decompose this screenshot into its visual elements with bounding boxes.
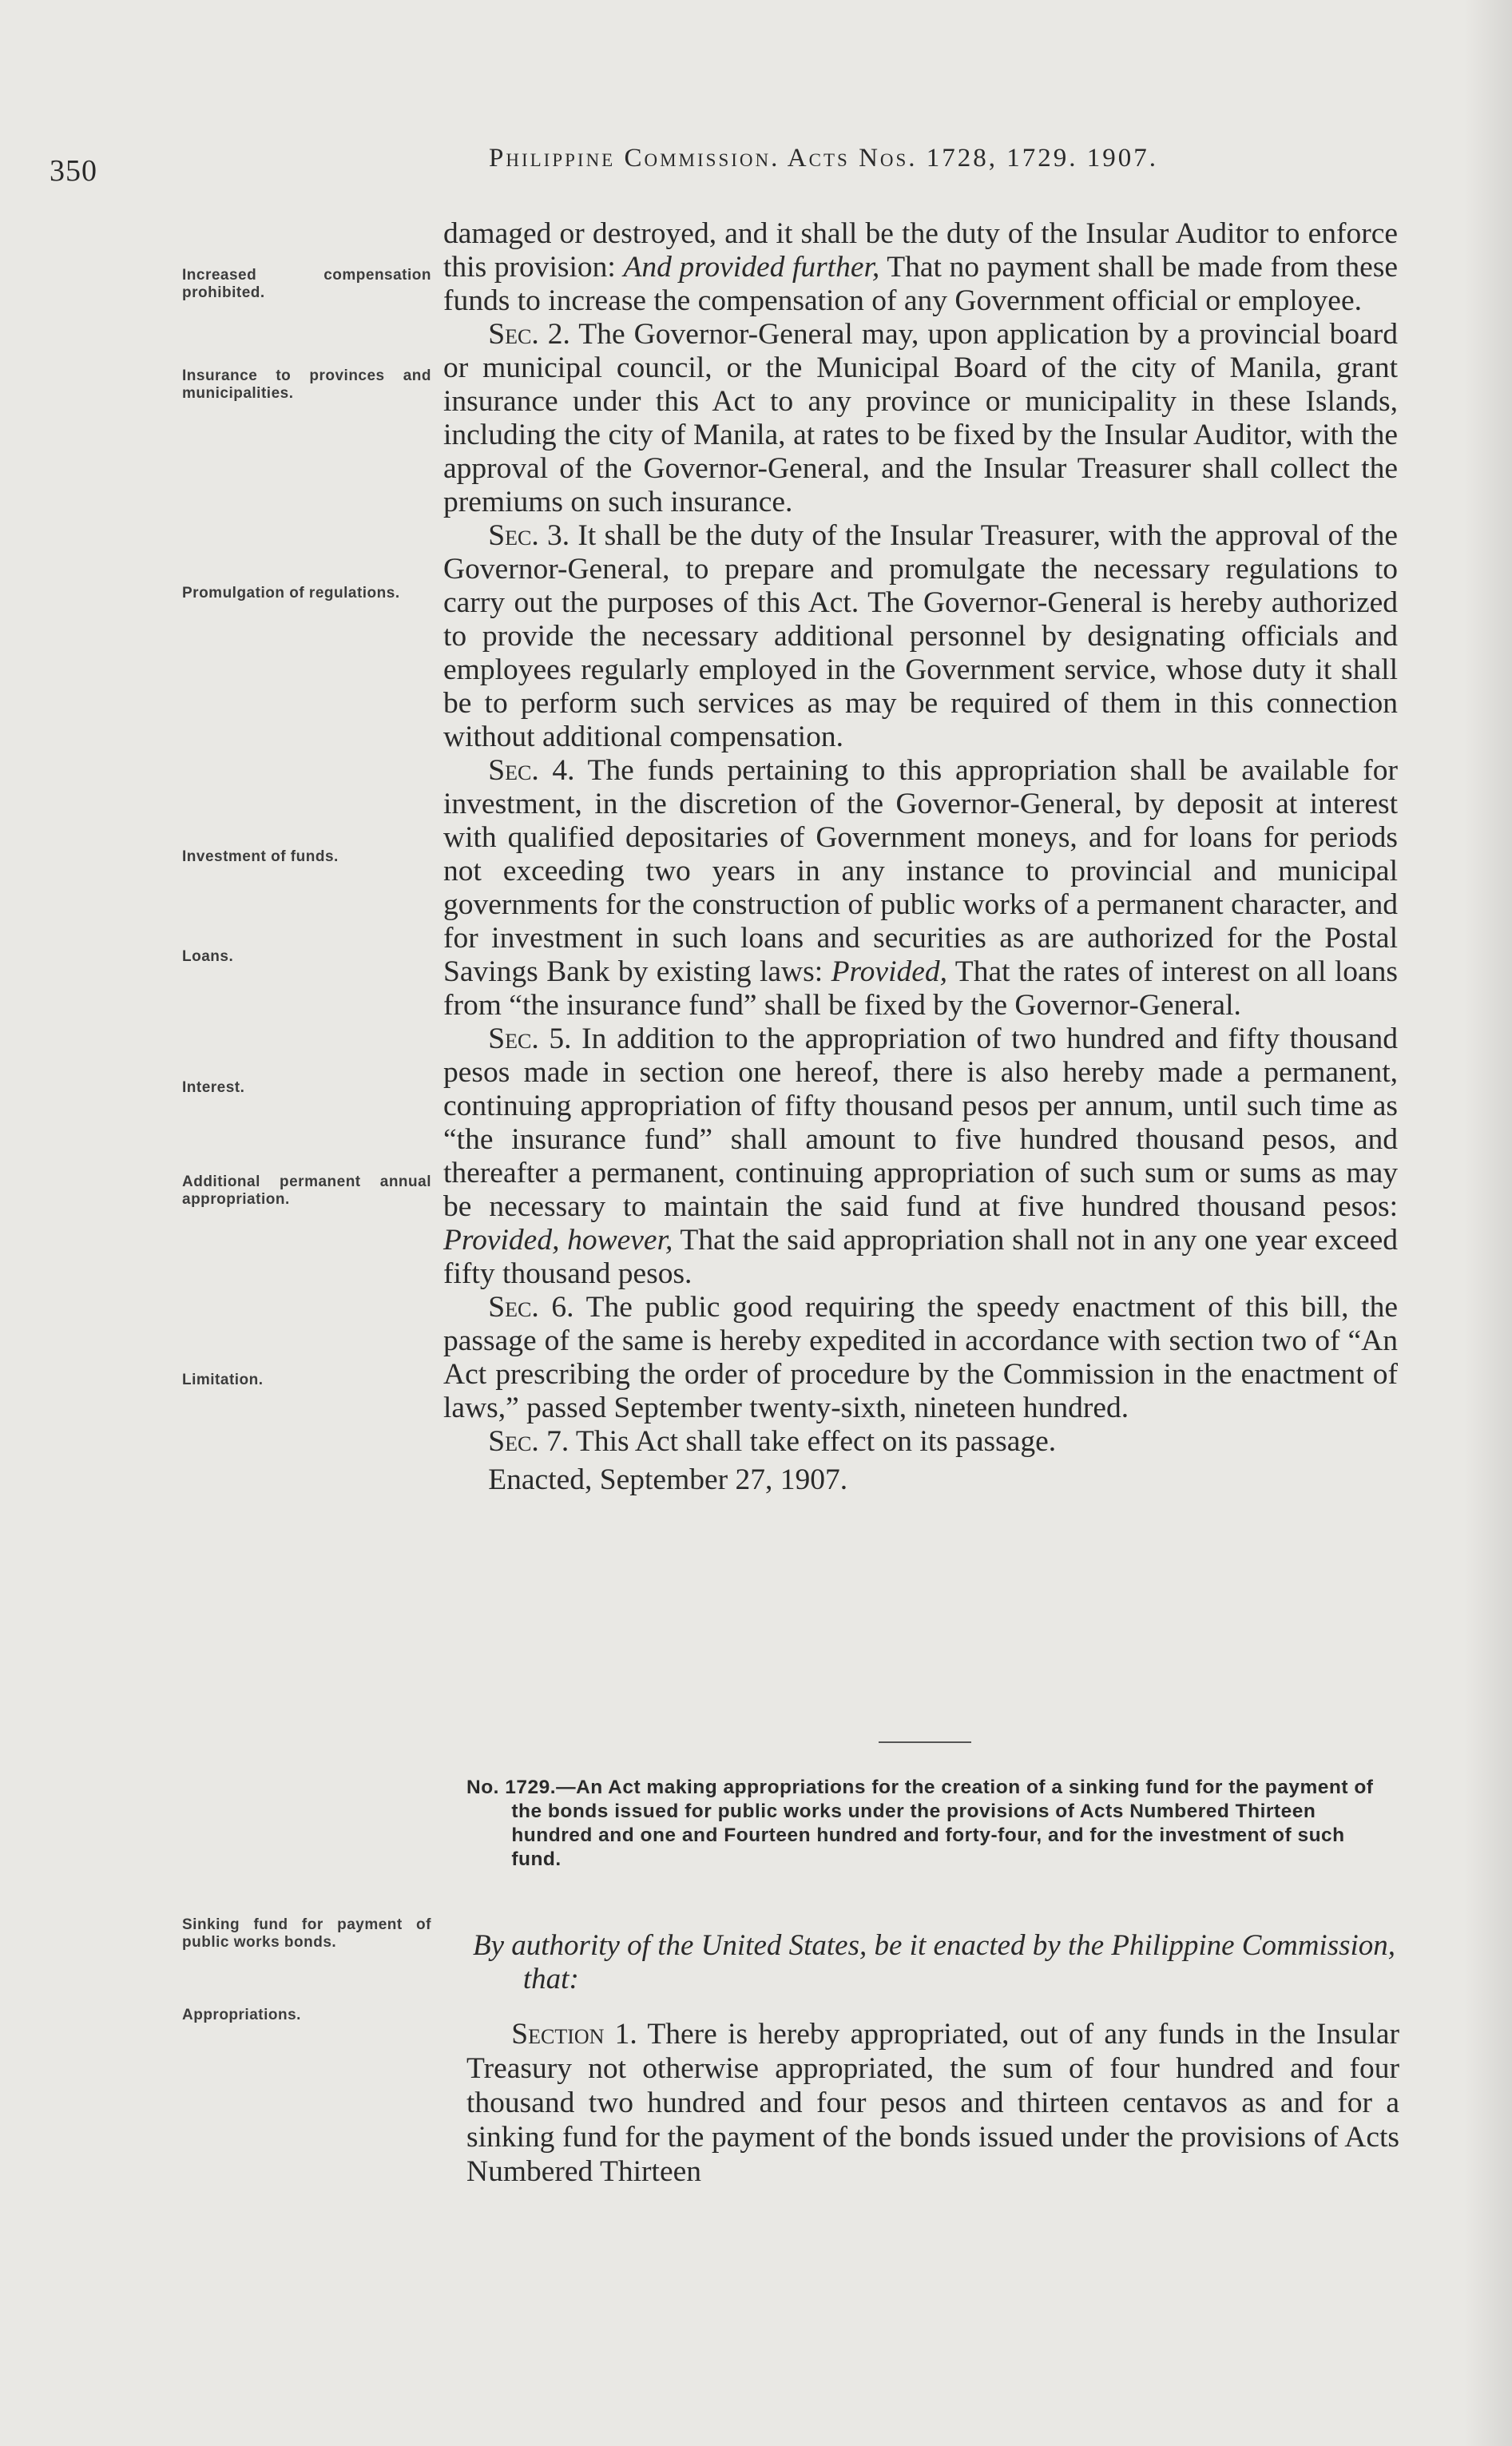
section-divider [879, 1741, 971, 1743]
page-number: 350 [50, 154, 97, 188]
section-3: Sec. 3. It shall be the duty of the Insular Treasurer, with the approval of the Governor-General, to prepare and promulgate the necessary regulations to carry out the purposes of this Act. The Governor-General is hereby authorized to provide the necessary additional personnel by designating officials and employees regularly employed in the Government service, whose duty it shall be to perform such services as may be required of them in this connection without additional compensation. [443, 519, 1398, 753]
enacting-clause: By authority of the United States, be it enacted by the Philippine Commission, that: [473, 1929, 1396, 1995]
margin-note: Investment of funds. [182, 848, 339, 865]
section-2: Sec. 2. The Governor-General may, upon application by a provincial board or municipal council, or the Municipal Board of the city of Manila, grant insurance under this Act to any province or municipality in these Islands, including the city of Manila, at rates to be fixed by the Insular Auditor, with the approval of the Governor-General, and the Insular Treasurer shall collect the premiums on such insurance. [443, 318, 1398, 518]
act-1729-heading: No. 1729.—An Act making appropriations for the creation of a sinking fund for the payment of the bonds issued for public works under the provisions of Acts Numbered Thirteen hundred and one and Fourteen hundred and forty-four, and for the investment of such fund. [466, 1777, 1374, 1870]
margin-note: Appropriations. [182, 2007, 301, 2023]
page-edge-shadow [1464, 0, 1512, 2446]
margin-note: Increased compensation prohibited. [182, 267, 431, 301]
margin-note: Additional permanent annual appropriation. [182, 1173, 431, 1208]
running-head: Philippine Commission. Acts Nos. 1728, 1729. 1907. [489, 144, 1159, 173]
section-5: Sec. 5. In addition to the appropriation of two hundred and fifty thousand pesos made in section one hereof, there is also hereby made a permanent, continuing appropriation of fifty thousand pesos per annum, until such time as “the insurance fund” shall amount to five hundred thousand pesos, and thereafter a permanent, continuing appropriation of such sum or sums as may be necessary to maintain the said fund at five hundred thousand pesos: Provided, however, That the said appropriation shall not in any one year exceed fifty thousand pesos. [443, 1022, 1398, 1290]
section-4: Sec. 4. The funds pertaining to this appropriation shall be available for investment, in the discretion of the Governor-General, by deposit at interest with qualified depositaries of Government moneys, and for loans for periods not exceeding two years in any instance to provincial and municipal governments for the construction of public works of a permanent character, and for investment in such loans and securities as are authorized for the Postal Savings Bank by existing laws: Provided, That the rates of interest on all loans from “the insurance fund” shall be fixed by the Governor-General. [443, 754, 1398, 1022]
section-6: Sec. 6. The public good requiring the speedy enactment of this bill, the passage of the same is hereby expedited in accordance with section two of “An Act prescribing the order of procedure by the Commission in the enactment of laws,” passed September twenty-sixth, nineteen hundred. [443, 1291, 1398, 1424]
margin-note: Promulgation of regulations. [182, 585, 400, 602]
margin-note: Insurance to provinces and municipalities. [182, 367, 431, 402]
enacted-date: Enacted, September 27, 1907. [488, 1463, 848, 1496]
act-1729-body [466, 2017, 1399, 2189]
section-7: Sec. 7. This Act shall take effect on its passage. [488, 1425, 1057, 1458]
margin-note: Loans. [182, 948, 234, 965]
margin-note: Interest. [182, 1079, 245, 1096]
act-1728-body [443, 217, 1398, 1497]
margin-note: Sinking fund for payment of public works bonds. [182, 1916, 431, 1951]
paragraph-continuation: damaged or destroyed, and it shall be the duty of the Insular Auditor to enforce this provision: And provided further, That no payment shall be made from these funds to increase the compensation of any Government official or employee. [443, 217, 1398, 317]
margin-note: Limitation. [182, 1372, 264, 1388]
section-1: Section 1. There is hereby appropriated, out of any funds in the Insular Treasury not otherwise appropriated, the sum of four hundred and four thousand two hundred and four pesos and thirteen centavos as and for a sinking fund for the payment of the bonds issued under the provisions of Acts Numbered Thirteen [466, 2018, 1399, 2188]
